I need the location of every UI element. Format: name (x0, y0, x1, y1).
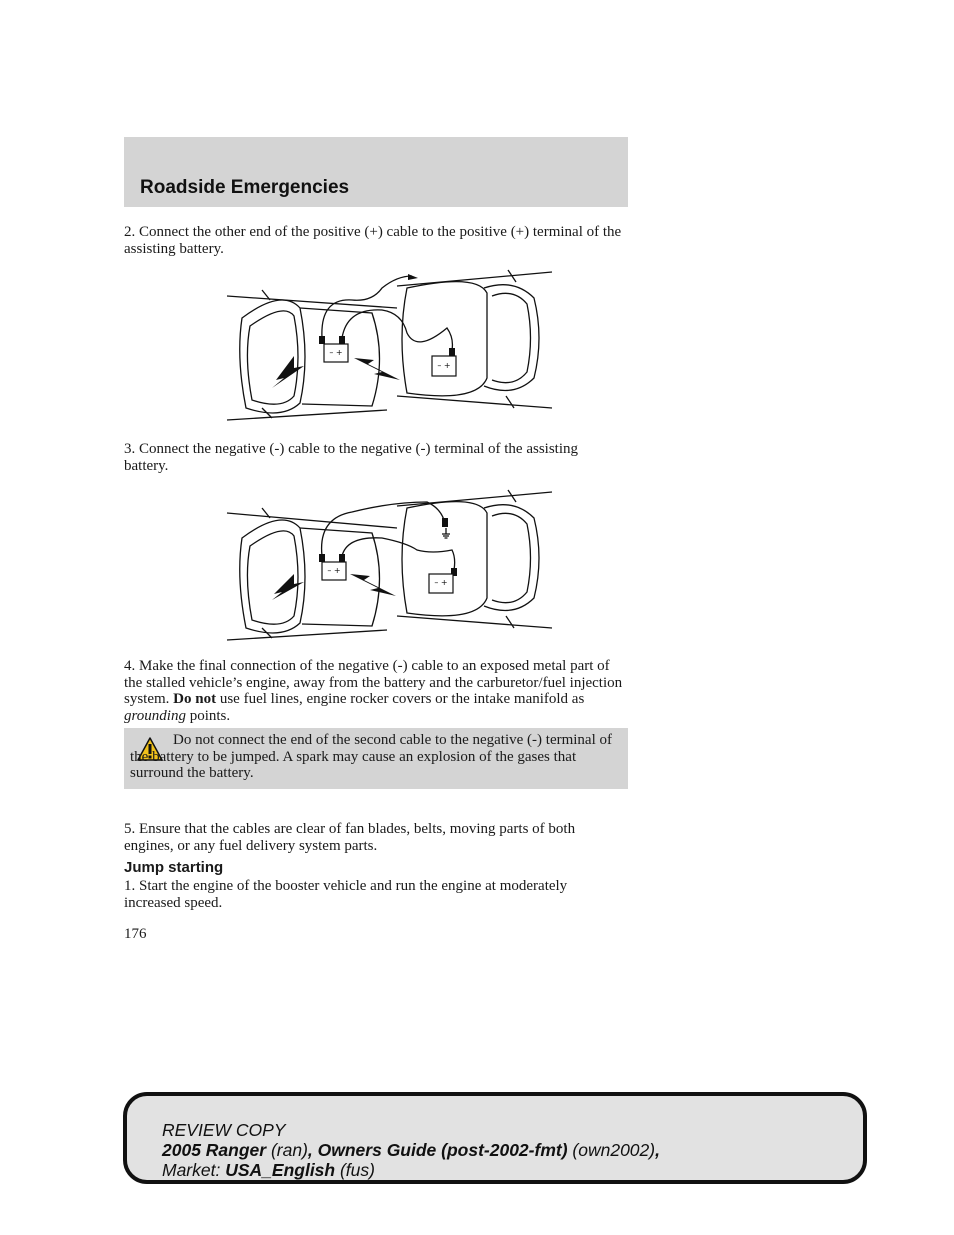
right-car-edge-bottom (397, 396, 552, 408)
assisting-battery-terminals: – + (434, 578, 448, 587)
step-2-text: 2. Connect the other end of the positive (+) cable to the positive (+) terminal of the assisting battery. (124, 224, 622, 257)
cable-to-assist (342, 310, 452, 350)
step-3-text: 3. Connect the negative (-) cable to the negative (-) terminal of the assisting battery. (124, 441, 579, 474)
review-copy-footer (123, 1092, 867, 1184)
step-4-text: 4. Make the final connection of the negative (-) cable to an exposed metal part of the stalled vehicle’s engine, away from the battery and the carburetor/fuel injection system. Do not use fuel lines, engine rocker covers or the intake manifold as grounding points. (124, 658, 623, 724)
jump-step-1-text: 1. Start the engine of the booster vehicle and run the engine at moderately increased speed. (124, 878, 568, 911)
stalled-battery-terminals: – + (329, 348, 343, 357)
review-copy-label: REVIEW COPY (162, 1120, 286, 1140)
stalled-battery-terminals: – + (327, 566, 341, 575)
grounding-term: grounding (124, 707, 186, 724)
negative-cable (322, 502, 444, 556)
warning-text: Do not connect the end of the second cable to the negative (-) terminal of the battery to be jumped. A spark may cause an explosion of the gases that surround the battery. (130, 732, 612, 781)
left-car-windshield (240, 300, 305, 413)
jump-starting-heading: Jump starting (124, 859, 224, 876)
step-5-text: 5. Ensure that the cables are clear of fan blades, belts, moving parts of both engines, or any fuel delivery system parts. (124, 821, 576, 854)
jump-start-diagram-positive (222, 268, 556, 428)
warning-box (124, 728, 628, 789)
positive-cable (342, 538, 455, 570)
section-title: Roadside Emergencies (140, 177, 350, 198)
jump-start-diagram-negative (222, 488, 556, 648)
spark-bolt-left (272, 356, 304, 388)
assisting-battery-terminals: – + (437, 361, 451, 370)
do-not-emphasis: Do not (173, 691, 217, 707)
right-car-hood (402, 282, 487, 396)
section-header-band (124, 137, 628, 207)
ground-symbol (442, 534, 450, 538)
footer-text: REVIEW COPY 2005 Ranger (ran), Owners Guide (post-2002-fmt) (own2002), Market: USA_English (fus) (162, 1120, 660, 1180)
page-number: 176 (124, 926, 147, 942)
left-car-edge-bottom (227, 410, 387, 420)
spark-bolt-right (354, 358, 400, 380)
